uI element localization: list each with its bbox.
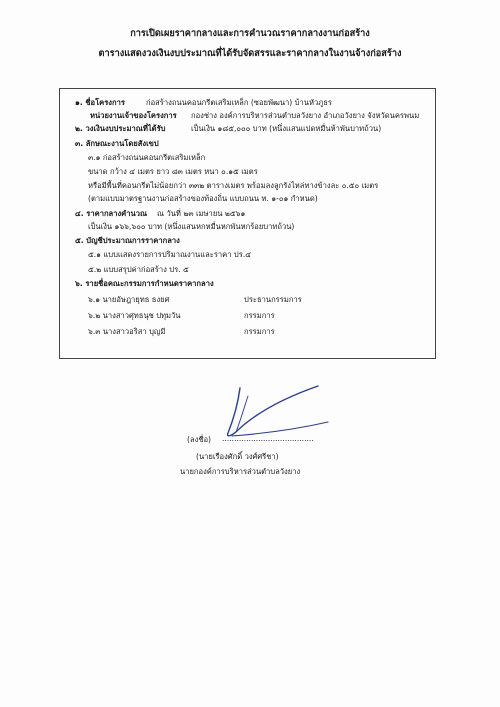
signer-name: (นายเรืองศักดิ์ วงศ์ศรีชา) [196,452,279,461]
item3-area: หรือมีพื้นที่คอนกรีตไม่น้อยกว่า ๓๓๒ ตารางเมตร พร้อมลงลูกรังไหล่ทางข้างละ ๐.๕๐ เมตร [88,181,379,190]
document-subtitle: ตารางแสดงวงเงินงบประมาณที่ได้รับจัดสรรและราคากลางในงานจ้างก่อสร้าง [98,48,402,59]
item5-2: ๕.๒ แบบสรุปค่าก่อสร้าง ปร. ๕ [88,265,189,274]
item3-standard: (ตามแบบมาตรฐานงานก่อสร้างของท้องถิ่น แบบถนน ท. ๑-๐๑ กำหนด) [88,194,318,203]
item3-size: ขนาด กว้าง ๔ เมตร ยาว ๘๓ เมตร หนา ๐.๑๕ เมตร [88,167,258,176]
item1-label: ๑. ชื่อโครงการ [75,98,125,107]
item4-date: ณ วันที่ ๒๓ เมษายน ๒๕๖๑ [157,209,246,218]
item3-label: ๓. ลักษณะงานโดยสังเขป [75,139,159,148]
signed-label: (ลงชื่อ) [187,435,212,444]
committee-1-name: ๖.๑ นายอัษฎายุทธ ธงยศ [88,295,170,304]
item1-agency-label: หน่วยงานเจ้าของโครงการ [90,111,177,120]
committee-1-role: ประธานกรรมการ [244,295,302,304]
document-title: การเปิดเผยราคากลางและการคำนวณราคากลางงานก่อสร้าง [130,28,370,39]
project-details-box [59,88,436,359]
item5-label: ๕. บัญชีประมาณการราคากลาง [75,236,180,245]
item2-value: เป็นเงิน ๑๘๕,๐๐๐ บาท (หนึ่งแสนแปดหมื่นห้าพันบาทถ้วน) [191,124,382,133]
item2-label: ๒. วงเงินงบประมาณที่ได้รับ [75,124,166,133]
signature-dotted-line: ...................................... [222,434,314,443]
committee-3-role: กรรมการ [244,327,275,336]
committee-2-role: กรรมการ [244,311,275,320]
item1-value: ก่อสร้างถนนคอนกรีตเสริมเหล็ก (ซอยพัฒนา) บ้านหัวภูธร [146,98,332,107]
item3-1: ๓.๑ ก่อสร้างถนนคอนกรีตเสริมเหล็ก [88,153,206,162]
committee-3-name: ๖.๓ นางสาวอริสา บุญมี [88,327,166,336]
item4-value: เป็นเงิน ๑๖๖,๖๐๐ บาท (หนึ่งแสนหกหมื่นหกพันหกร้อยบาทถ้วน) [88,222,295,231]
committee-2-name: ๖.๒ นางสาวศุทธนุช ปทุมวัน [88,311,181,320]
item1-agency-value: กองช่าง องค์การบริหารส่วนตำบลวังยาง อำเภอวังยาง จังหวัดนครพนม [191,111,420,120]
item5-1: ๕.๑ แบบแสดงรายการปริมาณงานและราคา ปร.๔ [88,250,251,259]
item4-label: ๔. ราคากลางคำนวณ [75,209,148,218]
signer-position: นายกองค์การบริหารส่วนตำบลวังยาง [180,467,301,476]
item6-label: ๖. รายชื่อคณะกรรมการกำหนดราคากลาง [75,279,214,288]
